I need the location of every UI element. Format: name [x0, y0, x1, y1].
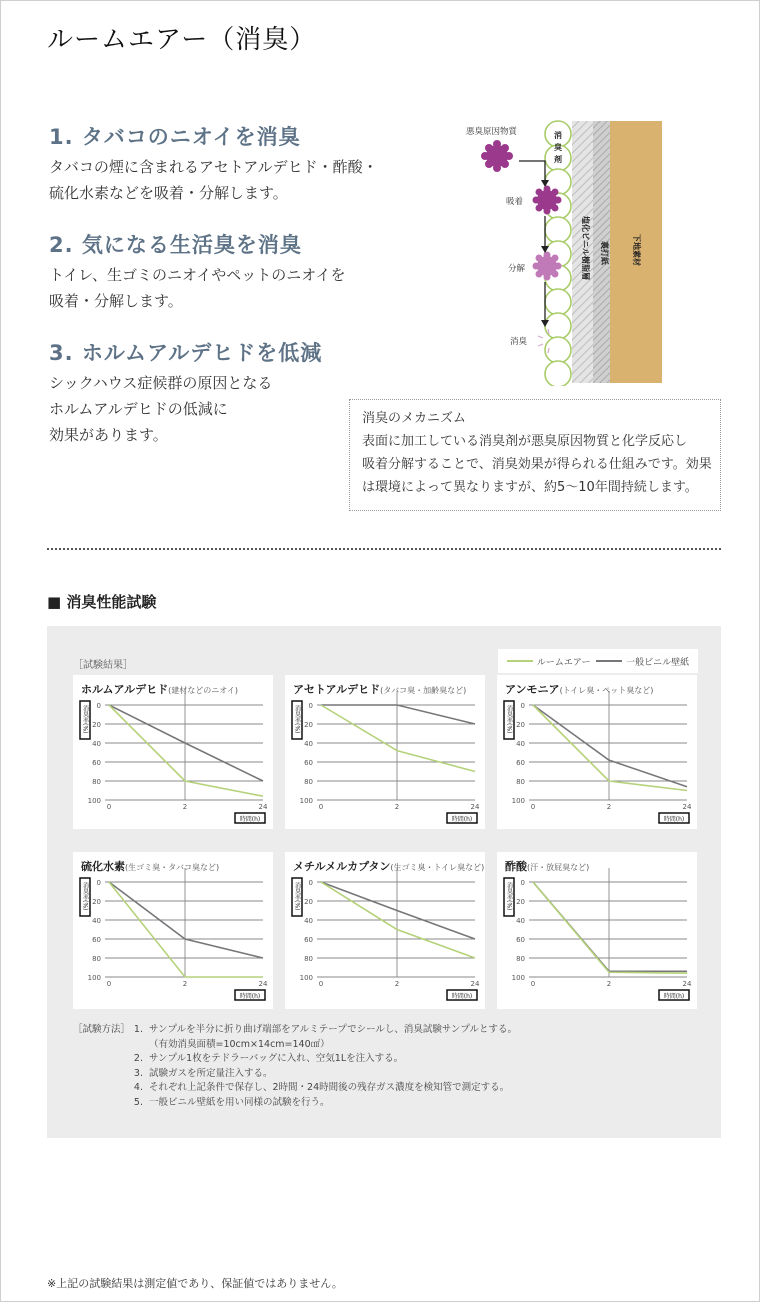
svg-text:時間(h): 時間(h)	[663, 993, 685, 1000]
legend-swatch-green	[507, 660, 533, 662]
section-heading: ■ 消臭性能試験	[47, 593, 157, 611]
svg-text:2: 2	[182, 803, 188, 811]
series-line	[321, 705, 475, 724]
line-chart	[497, 675, 697, 829]
chart-title: メチルメルカプタン(生ゴミ臭・トイレ臭など)	[293, 860, 485, 873]
results-label: ［試験結果］	[73, 660, 133, 671]
footnote: ※上記の試験結果は測定値であり、保証値ではありません。	[47, 1277, 343, 1290]
svg-text:24: 24	[682, 980, 692, 988]
svg-text:60: 60	[304, 936, 313, 944]
line-chart	[73, 675, 273, 829]
method-step: 3. 試験ガスを所定量注入する。	[133, 1067, 273, 1079]
svg-text:2: 2	[394, 803, 400, 811]
svg-text:時間(h): 時間(h)	[451, 993, 473, 1000]
mechanism-box	[349, 399, 721, 511]
svg-text:40: 40	[516, 917, 525, 925]
chart-ammonia	[497, 675, 697, 829]
chart-title: 酢酸(汗・放屁臭など)	[505, 860, 590, 873]
svg-text:2: 2	[606, 980, 612, 988]
label-decompose: 分解	[508, 264, 526, 274]
svg-text:40: 40	[92, 740, 101, 748]
svg-text:20: 20	[92, 898, 101, 906]
svg-text:消臭率(%): 消臭率(%)	[81, 705, 89, 734]
svg-text:2: 2	[394, 980, 400, 988]
svg-text:0: 0	[96, 702, 101, 710]
svg-text:24: 24	[470, 980, 480, 988]
label-deodorize: 消臭	[510, 337, 528, 347]
svg-text:60: 60	[516, 759, 525, 767]
label-adsorb: 吸着	[506, 197, 524, 207]
svg-text:20: 20	[516, 898, 525, 906]
line-chart	[73, 852, 273, 1009]
series-line	[109, 705, 263, 796]
svg-text:0: 0	[96, 879, 101, 887]
method-step: 5. 一般ビニル壁紙を用い同様の試験を行う。	[133, 1096, 330, 1108]
feature-body-2	[49, 262, 346, 314]
svg-text:60: 60	[92, 759, 101, 767]
svg-text:時間(h): 時間(h)	[663, 816, 685, 823]
chart-title: ホルムアルデヒド(建材などのニオイ)	[81, 683, 238, 696]
svg-text:20: 20	[92, 721, 101, 729]
decomposing-molecule-icon	[533, 252, 562, 281]
svg-text:塩化ビニル樹脂層: 塩化ビニル樹脂層	[581, 216, 590, 280]
chart-title: アンモニア(トイレ臭・ペット臭など)	[505, 683, 654, 696]
method-step: 2. サンプル1枚をテドラーバッグに入れ、空気1Lを注入する。	[133, 1053, 404, 1064]
svg-text:消: 消	[554, 131, 562, 140]
dotted-divider	[47, 548, 721, 550]
legend-swatch-grey	[596, 660, 622, 662]
method-step: ［試験方法］ 1. サンプルを半分に折り曲げ端部をアルミテープでシールし、消臭試験サンプルとする。	[73, 1023, 517, 1038]
feature-line: シックハウス症候群の原因となる	[49, 374, 273, 392]
feature-line: トイレ、生ゴミのニオイやペットのニオイを	[49, 266, 346, 284]
feature-heading-2: 2. 気になる生活臭を消臭	[49, 233, 302, 257]
svg-text:100: 100	[511, 974, 525, 982]
line-chart	[497, 852, 697, 1009]
svg-text:0: 0	[318, 980, 324, 988]
svg-text:40: 40	[92, 917, 101, 925]
svg-text:2: 2	[606, 803, 612, 811]
chart-methyl-mercaptan	[285, 852, 485, 1009]
svg-text:20: 20	[304, 721, 313, 729]
mechanism-line: 表面に加工している消臭剤が悪臭原因物質と化学反応し	[362, 434, 688, 449]
legend-item-vinyl: 一般ビニル壁紙	[596, 655, 689, 668]
deodorizing-mechanism-diagram	[456, 116, 671, 386]
mechanism-line: 吸着分解することで、消臭効果が得られる仕組みです。効果	[362, 457, 712, 472]
feature-body-1	[49, 154, 378, 206]
mechanism-title: 消臭のメカニズム	[362, 411, 467, 426]
mechanism-line: は環境によって異なりますが、約5～10年間持続します。	[362, 480, 698, 495]
series-line	[533, 705, 687, 787]
line-chart	[285, 852, 485, 1009]
svg-text:0: 0	[318, 803, 324, 811]
series-line	[533, 882, 687, 973]
method-step: （有効消臭面積=10cm×14cm=140㎠）	[149, 1038, 330, 1050]
label-source: 悪臭原因物質	[466, 127, 518, 137]
svg-text:消臭率(%): 消臭率(%)	[81, 882, 89, 911]
chart-acetic-acid	[497, 852, 697, 1009]
svg-text:24: 24	[682, 803, 692, 811]
svg-text:80: 80	[304, 955, 313, 963]
chart-title: 硫化水素(生ゴミ臭・タバコ臭など)	[81, 860, 220, 873]
svg-text:0: 0	[530, 803, 536, 811]
chart-acetaldehyde	[285, 675, 485, 829]
series-line	[533, 705, 687, 791]
feature-line: 吸着・分解します。	[49, 292, 183, 310]
feature-body-3	[49, 370, 272, 448]
odor-molecule-icon	[481, 140, 513, 172]
series-line	[321, 705, 475, 772]
chart-hydrogen-sulfide	[73, 852, 273, 1009]
svg-text:60: 60	[92, 936, 101, 944]
test-method	[73, 1023, 517, 1110]
svg-text:消臭率(%): 消臭率(%)	[293, 882, 301, 911]
svg-text:80: 80	[92, 955, 101, 963]
chart-formaldehyde	[73, 675, 273, 829]
legend-item-roomair: ルームエアー	[507, 655, 591, 668]
svg-text:100: 100	[87, 974, 101, 982]
svg-text:40: 40	[304, 740, 313, 748]
feature-heading-3: 3. ホルムアルデヒドを低減	[49, 341, 323, 365]
svg-text:裏打紙: 裏打紙	[600, 241, 609, 265]
svg-text:80: 80	[304, 778, 313, 786]
feature-line: 硫化水素などを吸着・分解します。	[49, 184, 288, 202]
svg-text:0: 0	[520, 879, 525, 887]
svg-text:時間(h): 時間(h)	[451, 816, 473, 823]
svg-text:60: 60	[304, 759, 313, 767]
svg-text:20: 20	[304, 898, 313, 906]
svg-text:時間(h): 時間(h)	[239, 816, 261, 823]
svg-text:剤: 剤	[554, 155, 562, 164]
series-line	[109, 882, 263, 977]
line-chart	[285, 675, 485, 829]
svg-text:0: 0	[530, 980, 536, 988]
svg-text:100: 100	[511, 797, 525, 805]
feature-line: タバコの煙に含まれるアセトアルデヒド・酢酸・	[49, 158, 378, 176]
svg-text:60: 60	[516, 936, 525, 944]
svg-text:下地素材: 下地素材	[632, 234, 641, 266]
svg-text:24: 24	[258, 803, 268, 811]
svg-text:時間(h): 時間(h)	[239, 993, 261, 1000]
svg-text:0: 0	[106, 980, 112, 988]
chart-legend	[498, 649, 698, 673]
svg-text:0: 0	[520, 702, 525, 710]
svg-text:消臭率(%): 消臭率(%)	[293, 705, 301, 734]
page-title: ルームエアー（消臭）	[47, 25, 317, 55]
svg-text:40: 40	[516, 740, 525, 748]
svg-text:80: 80	[516, 778, 525, 786]
svg-text:80: 80	[516, 955, 525, 963]
svg-text:臭: 臭	[554, 143, 562, 152]
svg-text:80: 80	[92, 778, 101, 786]
svg-text:2: 2	[182, 980, 188, 988]
svg-text:24: 24	[258, 980, 268, 988]
svg-text:0: 0	[308, 879, 313, 887]
svg-text:40: 40	[304, 917, 313, 925]
svg-text:24: 24	[470, 803, 480, 811]
svg-text:100: 100	[299, 974, 313, 982]
feature-line: 効果があります。	[49, 426, 168, 444]
chart-title: アセトアルデヒド(タバコ臭・加齢臭など)	[293, 683, 467, 696]
svg-text:消臭率(%): 消臭率(%)	[505, 882, 513, 911]
feature-line: ホルムアルデヒドの低減に	[49, 400, 228, 418]
method-step: 4. それぞれ上記条件で保存し、2時間・24時間後の残存ガス濃度を検知管で測定する。	[133, 1082, 510, 1093]
svg-text:0: 0	[308, 702, 313, 710]
svg-text:20: 20	[516, 721, 525, 729]
method-label: ［試験方法］	[73, 1024, 131, 1035]
feature-heading-1: 1. タバコのニオイを消臭	[49, 125, 301, 149]
svg-text:0: 0	[106, 803, 112, 811]
svg-text:100: 100	[299, 797, 313, 805]
svg-text:消臭率(%): 消臭率(%)	[505, 705, 513, 734]
adsorbed-molecule-icon	[533, 186, 562, 215]
svg-text:100: 100	[87, 797, 101, 805]
